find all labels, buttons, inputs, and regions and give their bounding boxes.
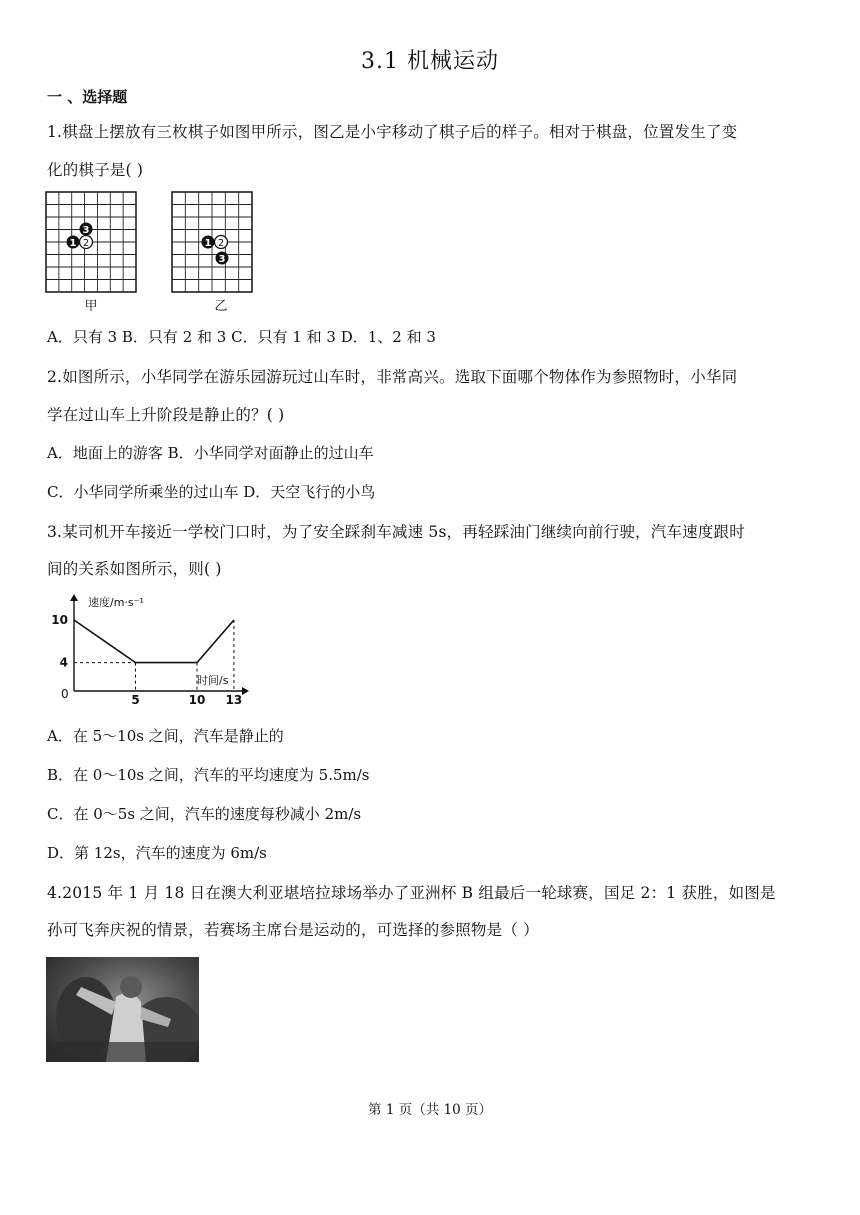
- q3-velocity-time-chart: [44, 592, 254, 710]
- y-tick-label: 10: [51, 613, 68, 627]
- piece-3-board-a: [80, 223, 93, 237]
- svg-text:3: 3: [82, 225, 90, 236]
- y-tick-label: 4: [59, 655, 68, 670]
- q2-options-ab: A．地面上的游客 B．小华同学对面静止的过山车: [47, 444, 374, 462]
- section-heading: 一 、选择题: [47, 88, 128, 106]
- q2-stem-line2: 学在过山车上升阶段是静止的？( ): [47, 406, 285, 424]
- board-b-label: 乙: [214, 299, 228, 314]
- svg-text:2: 2: [217, 238, 225, 249]
- piece-2-board-a: [80, 236, 93, 250]
- q3-option-a: A．在 5～10s 之间，汽车是静止的: [47, 727, 284, 745]
- q3-option-d: D．第 12s，汽车的速度为 6m/s: [47, 844, 267, 862]
- chart-tick-labels: [51, 613, 242, 707]
- chart-series: [74, 620, 234, 663]
- q3-stem-line1: 3.某司机开车接近一学校门口时，为了安全踩刹车减速 5s，再轻踩油门继续向前行驶，汽车速度跟时: [47, 523, 745, 541]
- chart-x-axis-label: 时间/s: [197, 674, 229, 687]
- svg-text:3: 3: [218, 254, 226, 265]
- page-title: 3.1 机械运动: [361, 49, 499, 74]
- svg-text:2: 2: [82, 238, 90, 249]
- speed-series-line: [74, 620, 234, 663]
- piece-1-board-a: [67, 236, 80, 250]
- q4-stem-line1: 4.2015 年 1 月 18 日在澳大利亚堪培拉球场举办了亚洲杯 B 组最后一轮球赛，国足 2：1 获胜，如图是: [47, 884, 776, 902]
- q1-options: A．只有 3 B．只有 2 和 3 C．只有 1 和 3 D．1、2 和 3: [47, 328, 436, 346]
- board-a-label: 甲: [84, 299, 98, 314]
- piece-2-board-b: [215, 236, 228, 250]
- x-tick-label: 5: [131, 693, 140, 707]
- q2-stem-line1: 2.如图所示，小华同学在游乐园游玩过山车时，非常高兴。选取下面哪个物体作为参照物时，小华同: [47, 368, 738, 386]
- q3-option-b: B．在 0～10s 之间，汽车的平均速度为 5.5m/s: [47, 766, 370, 784]
- piece-1-board-b: [202, 236, 215, 250]
- x-tick-label: 10: [188, 693, 206, 707]
- y-axis-arrow: [70, 594, 78, 601]
- svg-text:1: 1: [69, 238, 77, 249]
- piece-3-board-b: [216, 252, 229, 266]
- page-footer: 第 1 页（共 10 页）: [368, 1102, 492, 1118]
- svg-text:1: 1: [204, 238, 212, 249]
- x-tick-label: 13: [225, 693, 243, 707]
- q1-stem-line1: 1.棋盘上摆放有三枚棋子如图甲所示，图乙是小宇移动了棋子后的样子。相对于棋盘，位置发生了变: [47, 123, 738, 141]
- q4-stem-line2: 孙可飞奔庆祝的情景，若赛场主席台是运动的，可选择的参照物是（ ）: [47, 921, 539, 939]
- q2-options-cd: C．小华同学所乘坐的过山车 D．天空飞行的小鸟: [47, 483, 376, 501]
- chart-y-axis-label: 速度/m·s⁻¹: [88, 596, 144, 609]
- board-b: [172, 192, 252, 314]
- board-a: [46, 192, 136, 314]
- chart-origin-label: 0: [61, 687, 69, 701]
- q1-stem-line2: 化的棋子是( ): [47, 161, 144, 179]
- q3-option-c: C．在 0～5s 之间，汽车的速度每秒减小 2m/s: [47, 805, 362, 823]
- x-axis-arrow: [242, 687, 249, 695]
- q1-chessboards-figure: [44, 190, 254, 315]
- q3-stem-line2: 间的关系如图所示，则( ): [47, 560, 222, 578]
- q4-celebration-photo: [46, 957, 199, 1062]
